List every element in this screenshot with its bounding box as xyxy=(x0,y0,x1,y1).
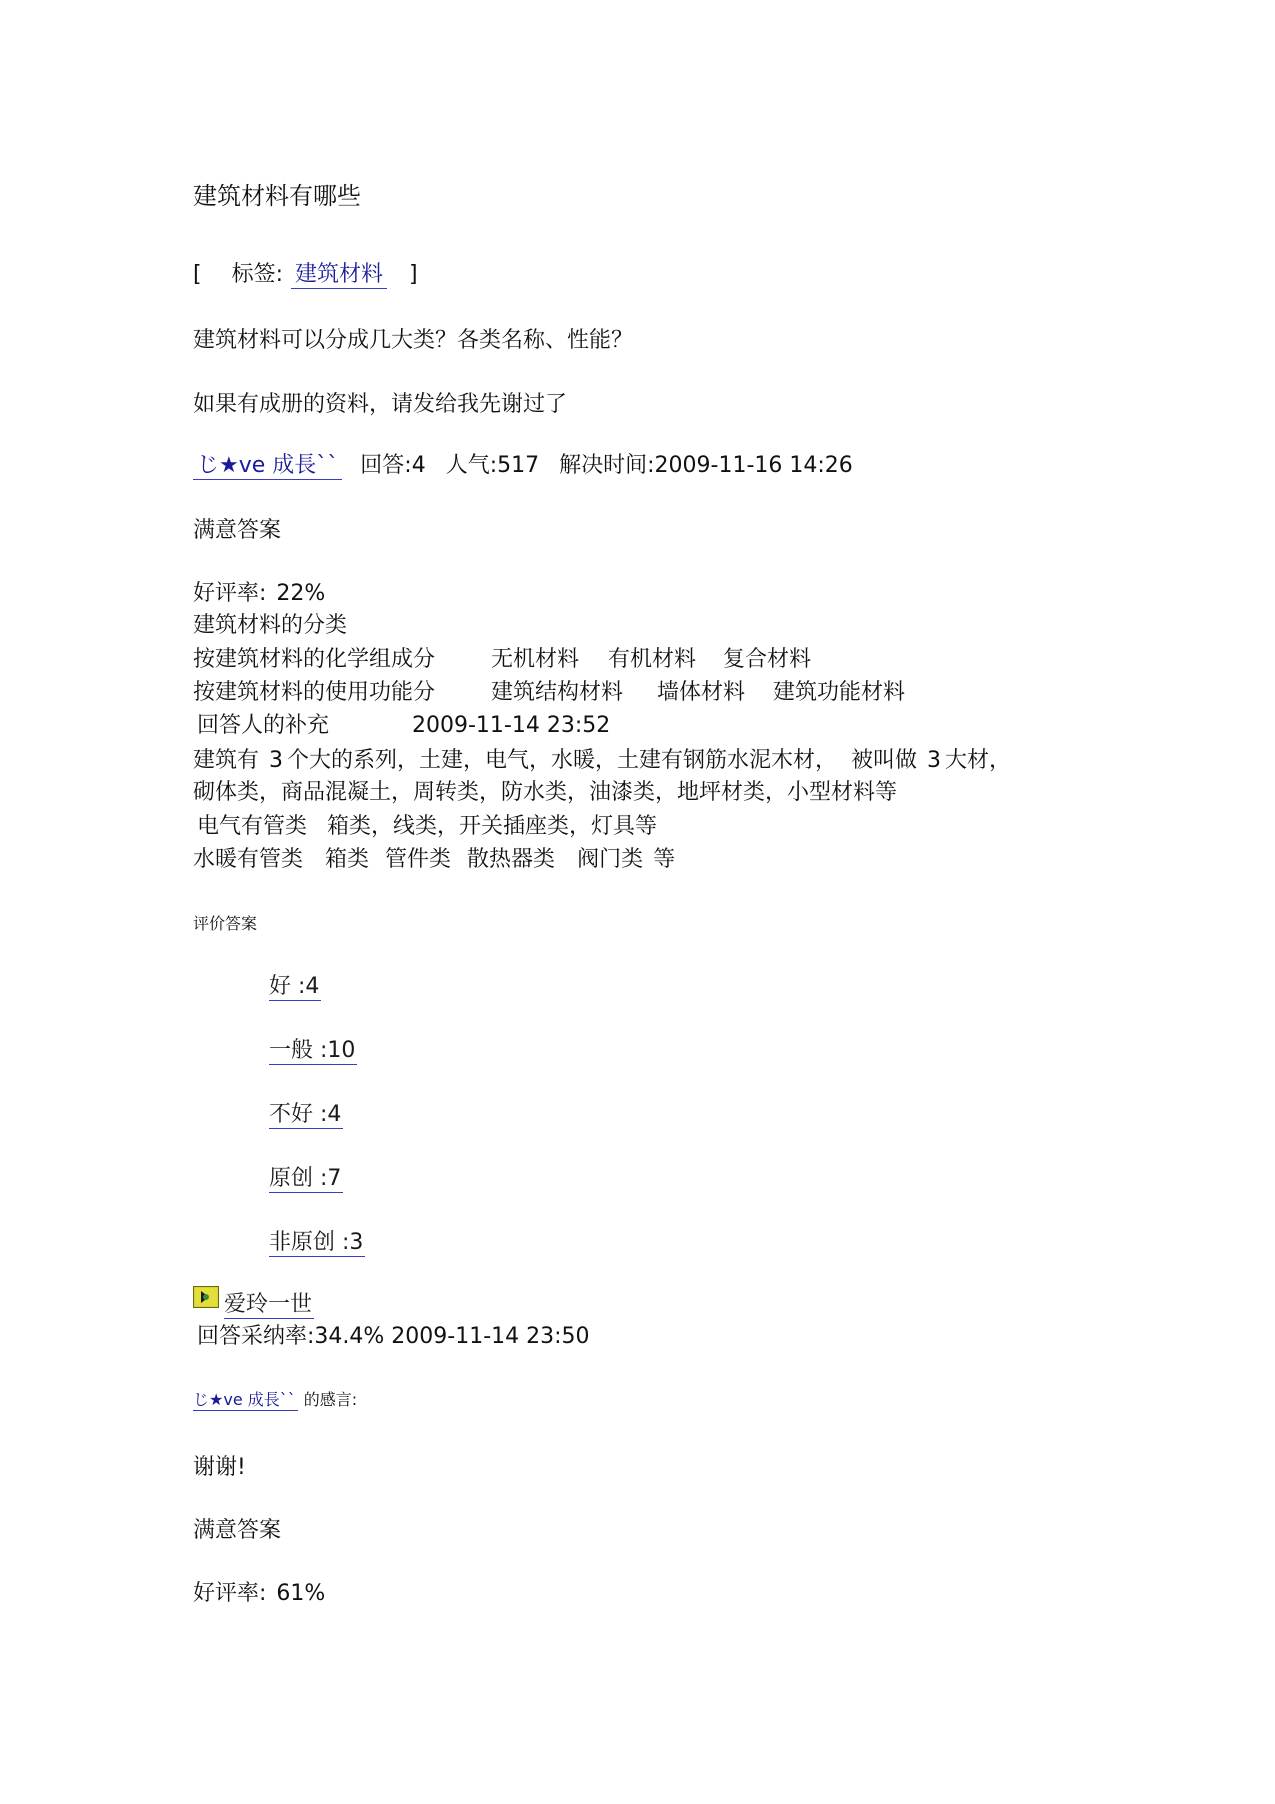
supp-text: 等 xyxy=(653,847,676,872)
rating-row xyxy=(193,580,325,608)
supplement-time: 2009-11-14 23:52 xyxy=(412,713,611,738)
tag-close-bracket: ] xyxy=(409,262,418,287)
function-item-wall: 墙体材料 xyxy=(657,680,746,705)
question-title: 建筑材料有哪些 xyxy=(193,182,361,210)
solved-time-label: 解决时间 xyxy=(559,453,648,478)
comment-row xyxy=(193,1390,357,1410)
supp-text: 建筑有 xyxy=(193,748,260,773)
answer-line-function xyxy=(193,679,906,707)
supp-text: 箱类，线类，开关插座类，灯具等 xyxy=(327,814,658,839)
chemical-item-composite: 复合材料 xyxy=(723,647,812,672)
supp-text: 箱类 xyxy=(325,847,370,872)
solved-time: :2009-11-16 14:26 xyxy=(647,453,853,478)
supplement-row xyxy=(197,712,611,740)
eval-option-good xyxy=(269,973,321,1001)
answer-count: 回答:4 xyxy=(360,453,426,478)
comment-suffix: 的感言: xyxy=(303,1390,358,1409)
eval-option-not-original xyxy=(269,1229,365,1257)
avatar-icon xyxy=(194,1287,218,1307)
function-item-functional: 建筑功能材料 xyxy=(773,680,906,705)
tag-link[interactable]: 建筑材料 xyxy=(291,262,387,289)
eval-original-link[interactable]: 原创 :7 xyxy=(269,1166,342,1191)
comment-author-link[interactable]: じ★ve 成長`` xyxy=(193,1390,296,1409)
tag-row xyxy=(193,261,418,289)
answer-line-chemical xyxy=(193,646,812,674)
eval-good-link[interactable]: 好 :4 xyxy=(269,974,320,999)
eval-not-original-link[interactable]: 非原创 :3 xyxy=(269,1230,364,1255)
answer-line-classification: 建筑材料的分类 xyxy=(193,613,348,638)
supp-text: 散热器类 xyxy=(467,847,556,872)
comment-text: 谢谢! xyxy=(193,1455,246,1480)
chemical-item-inorganic: 无机材料 xyxy=(491,647,580,672)
rating-row-2 xyxy=(193,1580,325,1608)
supp-text: 电气有管类 xyxy=(197,814,308,839)
answerer-avatar[interactable] xyxy=(193,1286,219,1308)
question-body-line1: 建筑材料可以分成几大类？各类名称、性能？ xyxy=(193,328,634,353)
eval-average-link[interactable]: 一般 :10 xyxy=(269,1038,356,1063)
function-label: 按建筑材料的使用功能分 xyxy=(193,680,436,705)
rating-label: 好评率: xyxy=(193,1581,267,1606)
supp-text: 阀门类 xyxy=(577,847,644,872)
function-item-structural: 建筑结构材料 xyxy=(491,680,624,705)
supplement-line3 xyxy=(197,813,657,841)
question-body-line2: 如果有成册的资料，请发给我先谢过了 xyxy=(193,392,568,417)
rating-label: 好评率: xyxy=(193,581,267,606)
best-answer-2-heading: 满意答案 xyxy=(193,1518,282,1543)
chemical-label: 按建筑材料的化学组成分 xyxy=(193,647,436,672)
supplement-line1 xyxy=(193,747,1011,775)
supp-number: 3 xyxy=(927,748,942,773)
supp-text: 大材， xyxy=(945,748,1012,773)
eval-option-average xyxy=(269,1037,357,1065)
supp-text: 被叫做 xyxy=(851,748,918,773)
supp-text: 管件类 xyxy=(385,847,452,872)
answerer-name-row xyxy=(224,1291,314,1319)
supp-text: 个大的系列，土建，电气，水暖，土建有钢筋水泥木材， xyxy=(287,748,838,773)
eval-bad-link[interactable]: 不好 :4 xyxy=(269,1102,342,1127)
rating-value: 61% xyxy=(276,1581,326,1606)
tag-open-bracket: [ xyxy=(193,262,202,287)
asker-meta-row xyxy=(193,452,853,480)
best-answer-heading: 满意答案 xyxy=(193,518,282,543)
supp-text: 水暖有管类 xyxy=(193,847,304,872)
supp-number: 3 xyxy=(269,748,284,773)
supplement-label: 回答人的补充 xyxy=(197,713,330,738)
evaluation-heading: 评价答案 xyxy=(193,914,258,933)
popularity-count: 人气:517 xyxy=(445,453,540,478)
answerer-link[interactable]: 爱玲一世 xyxy=(224,1292,313,1317)
rating-value: 22% xyxy=(276,581,326,606)
tag-label: 标签: xyxy=(231,262,284,287)
supplement-line2: 砌体类，商品混凝土，周转类，防水类，油漆类，地坪材类，小型材料等 xyxy=(193,780,898,805)
eval-option-bad xyxy=(269,1101,343,1129)
answerer-adopt-rate: 回答采纳率:34.4% 2009-11-14 23:50 xyxy=(197,1324,590,1349)
supplement-line4 xyxy=(193,846,675,874)
asker-link[interactable]: じ★ve 成長`` xyxy=(193,453,342,480)
eval-option-original xyxy=(269,1165,343,1193)
chemical-item-organic: 有机材料 xyxy=(608,647,697,672)
